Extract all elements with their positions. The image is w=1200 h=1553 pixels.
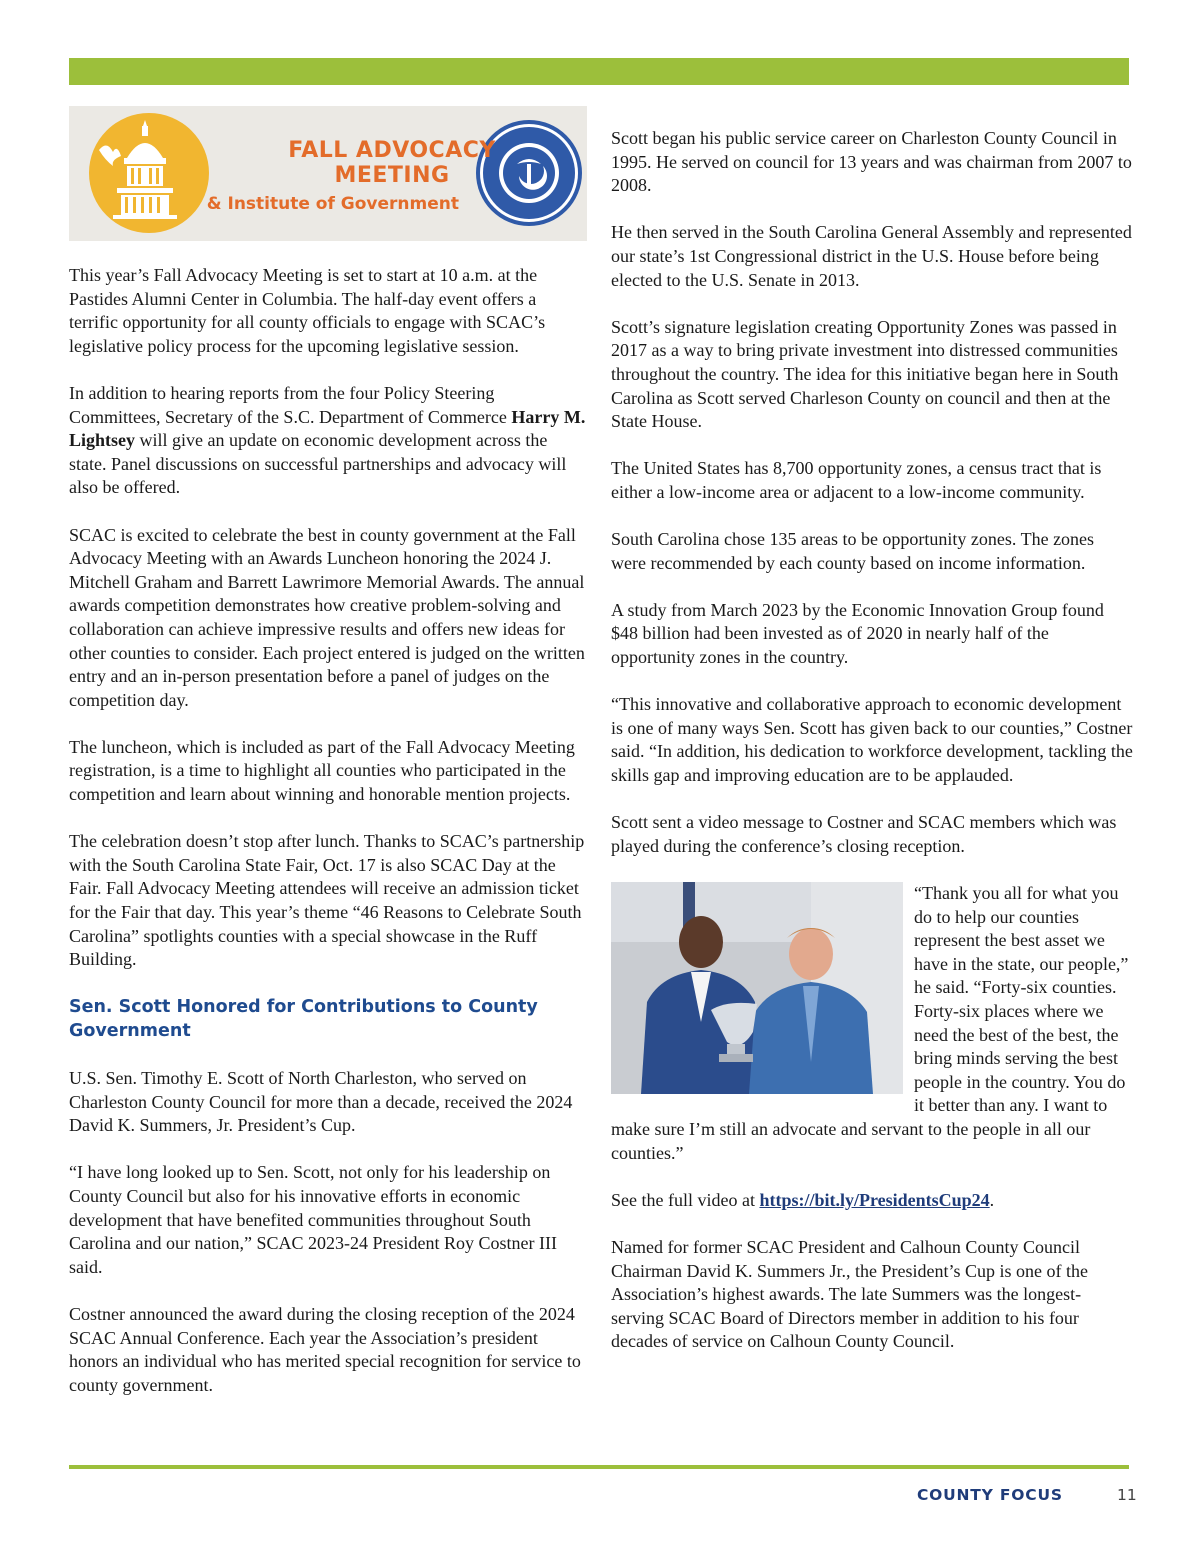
paragraph <box>611 1189 1133 1213</box>
right-column <box>611 127 1133 1354</box>
section-heading: Sen. Scott Honored for Contributions to County Government <box>69 997 538 1042</box>
text-run: . <box>989 1189 995 1210</box>
quote-paragraph: “Thank you all for what you do to help our counties represent the best asset we have in the state, our people,” he said. “Forty-six counties. Forty-six places where we need the best of the best, the bring minds serving the best people in the country. You do it better than any. I want to make sure I’m still an advocate and servant to the people in all our counties.” <box>611 883 1129 1163</box>
banner-title-line1: FALL ADVOCACY <box>288 138 496 163</box>
paragraph: Scott’s signature legislation creating Opportunity Zones was passed in 2017 as a way to bring private investment into distressed communities throughout the country. The idea for this initiative began here in South Carolina as Scott served Charleson County on council and then at the State House. <box>611 316 1119 432</box>
paragraph: Scott sent a video message to Costner and SCAC members which was played during the conference’s closing reception. <box>611 812 1117 856</box>
banner-subtitle: & Institute of Government <box>206 194 459 214</box>
award-photo-illustration <box>611 882 903 1094</box>
paragraph: A study from March 2023 by the Economic Innovation Group found $48 billion had been invested as of 2020 in nearly half of the opportunity zones in the country. <box>611 599 1104 668</box>
video-link[interactable]: https://bit.ly/PresidentsCup24 <box>759 1189 990 1210</box>
text-run: will give an update on economic development across the state. Panel discussions on successful partnerships and advocacy will also be offered. <box>69 430 567 498</box>
paragraph: South Carolina chose 135 areas to be opportunity zones. The zones were recommended by each county based on income information. <box>611 529 1095 573</box>
capitol-dome-icon <box>89 113 209 233</box>
paragraph: Named for former SCAC President and Calhoun County Council Chairman David K. Summers Jr., the President’s Cup is one of the Association’s highest awards. The late Summers was the longest-serving SCAC Board of Directors member in addition to his four decades of service on Calhoun County Council. <box>611 1236 1088 1352</box>
bottom-rule <box>69 1465 1129 1469</box>
paragraph: “I have long looked up to Sen. Scott, not only for his leadership on County Council but also for his innovative efforts in economic development that have benefited communities throughout South Carolina and our nation,” SCAC 2023-24 President Roy Costner III said. <box>69 1162 557 1277</box>
paragraph <box>69 382 589 500</box>
text-run: In addition to hearing reports from the four Policy Steering Committees, Secretary of the S.C. Department of Commerce <box>69 382 512 427</box>
paragraph: U.S. Sen. Timothy E. Scott of North Charleston, who served on Charleston County Council for more than a decade, received the 2024 David K. Summers, Jr. President’s Cup. <box>69 1068 573 1136</box>
paragraph: SCAC is excited to celebrate the best in county government at the Fall Advocacy Meeting with an Awards Luncheon honoring the 2024 J. Mitchell Graham and Barrett Lawrimore Memorial Awards. The annual awards competition demonstrates how creative problem-solving and collaboration can achieve impressive results and offers new ideas for other counties to consider. Each project entered is judged on the written entry and an in-person presentation before a panel of judges on the competition day. <box>69 524 585 710</box>
top-accent-bar <box>69 58 1129 85</box>
publication-name: COUNTY FOCUS <box>917 1486 1063 1504</box>
paragraph: The celebration doesn’t stop after lunch. Thanks to SCAC’s partnership with the South Carolina State Fair, Oct. 17 is also SCAC Day at the Fair. Fall Advocacy Meeting attendees will receive an admission ticket for the Fair that day. This year’s theme “46 Reasons to Celebrate South Carolina” spotlights counties with a special showcase in the Ruff Building. <box>69 831 585 970</box>
text-run: See the full video at <box>611 1189 760 1210</box>
paragraph: Scott began his public service career on Charleston County Council in 1995. He served on council for 13 years and was chairman from 2007 to 2008. <box>611 128 1132 196</box>
paragraph: He then served in the South Carolina General Assembly and represented our state’s 1st Congressional district in the U.S. House before being elected to the U.S. Senate in 2013. <box>611 222 1132 290</box>
paragraph: Costner announced the award during the closing reception of the 2024 SCAC Annual Conference. Each year the Association’s president honors an individual who has merited special recognition for service to county government. <box>69 1303 581 1395</box>
paragraph: The luncheon, which is included as part of the Fall Advocacy Meeting registration, is a time to highlight all counties who participated in the competition and learn about winning and honorable mention projects. <box>69 736 575 805</box>
banner-title-line2: MEETING <box>334 163 450 188</box>
page-number: 11 <box>1117 1486 1137 1504</box>
paragraph: This year’s Fall Advocacy Meeting is set to start at 10 a.m. at the Pastides Alumni Center in Columbia. The half-day event offers a terrific opportunity for all county officials to engage with SCAC’s legislative policy process for the upcoming legislative session. <box>69 265 546 356</box>
paragraph: “This innovative and collaborative approach to economic development is one of many ways Sen. Scott has given back to our counties,” Costner said. “In addition, his dedication to workforce development, tackling the skills gap and improving education are to be applauded. <box>611 694 1133 786</box>
person-name: Harry M. Lightsey <box>69 406 586 451</box>
event-banner <box>69 106 587 241</box>
banner-title <box>267 138 517 188</box>
paragraph: The United States has 8,700 opportunity zones, a census tract that is either a low-income area or adjacent to a low-income community. <box>611 458 1102 502</box>
left-column <box>69 264 589 1397</box>
award-photo <box>611 882 903 1094</box>
